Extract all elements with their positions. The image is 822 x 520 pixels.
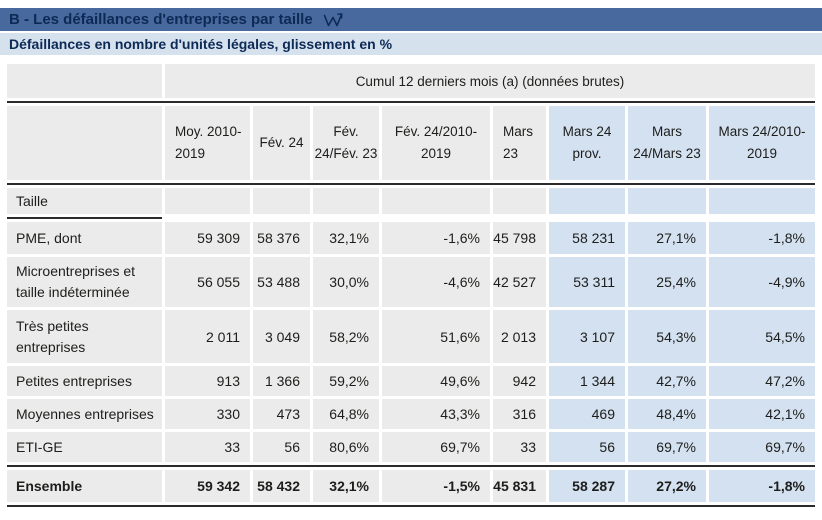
- title-bar: [0, 8, 822, 31]
- row-label: Petites entreprises: [7, 366, 162, 396]
- col-header-mars24-2010-2019: Mars 24/2010-2019: [709, 106, 815, 180]
- cell-fev24-fev23: 30,0%: [313, 257, 379, 307]
- cell-moy-2010-2019: 59 342: [165, 470, 250, 502]
- table-row: [7, 310, 815, 363]
- cell-mars24-mars23: 42,7%: [628, 366, 706, 396]
- cell-mars24-mars23: 54,3%: [628, 310, 706, 363]
- col-header-mars24-mars23: Mars 24/Mars 23: [628, 106, 706, 180]
- col-header-mars-23: Mars 23: [493, 106, 546, 180]
- cell-mars24-mars23: 25,4%: [628, 257, 706, 307]
- cell-moy-2010-2019: 913: [165, 366, 250, 396]
- cell-moy-2010-2019: 330: [165, 399, 250, 429]
- cell-mars24-mars23: 27,1%: [628, 222, 706, 254]
- cell-mars24-prov: 3 107: [549, 310, 625, 363]
- page-title: B - Les défaillances d'entreprises par taille: [9, 11, 313, 28]
- empty-cell: [493, 188, 546, 214]
- cell-fev24-fev23: 32,1%: [313, 470, 379, 502]
- divider-label-column: [7, 217, 162, 219]
- cell-fev-24: 58 432: [253, 470, 310, 502]
- table-row: [7, 366, 815, 396]
- cell-mars24-prov: 58 231: [549, 222, 625, 254]
- empty-cell: [313, 188, 379, 214]
- cell-moy-2010-2019: 56 055: [165, 257, 250, 307]
- cell-mars24-prov: 58 287: [549, 470, 625, 502]
- row-label: Moyennes entreprises: [7, 399, 162, 429]
- table-total-row: [7, 470, 815, 502]
- cell-fev24-fev23: 64,8%: [313, 399, 379, 429]
- cell-mars-23: 316: [493, 399, 546, 429]
- row-label: Microentreprises et taille indéterminée: [7, 257, 162, 307]
- col-header-fev-24: Fév. 24: [253, 106, 310, 180]
- cell-moy-2010-2019: 59 309: [165, 222, 250, 254]
- empty-cell: [253, 188, 310, 214]
- cell-fev24-2010-2019: 51,6%: [382, 310, 490, 363]
- cell-mars24-mars23: 69,7%: [628, 432, 706, 462]
- column-header-row: [7, 106, 815, 180]
- cell-mars24-2010-2019: 42,1%: [709, 399, 815, 429]
- defaillances-table: [0, 64, 822, 507]
- group-header-row: [7, 188, 815, 214]
- subtitle-bar: [0, 33, 822, 55]
- col-header-fev24-2010-2019: Fév. 24/2010-2019: [382, 106, 490, 180]
- empty-cell: [165, 188, 250, 214]
- col-header-moy-2010-2019: Moy. 2010-2019: [165, 106, 250, 180]
- cell-fev24-2010-2019: 69,7%: [382, 432, 490, 462]
- row-label: Très petites entreprises: [7, 310, 162, 363]
- webstat-series-icon[interactable]: [323, 12, 343, 28]
- divider: [7, 505, 815, 507]
- divider: [7, 101, 815, 103]
- cell-mars24-2010-2019: -4,9%: [709, 257, 815, 307]
- cell-mars24-2010-2019: 69,7%: [709, 432, 815, 462]
- cell-mars24-2010-2019: -1,8%: [709, 222, 815, 254]
- cell-fev24-fev23: 32,1%: [313, 222, 379, 254]
- cell-mars24-prov: 469: [549, 399, 625, 429]
- empty-cell: [628, 188, 706, 214]
- cell-fev24-2010-2019: -1,6%: [382, 222, 490, 254]
- cell-mars-23: 42 527: [493, 257, 546, 307]
- row-label: ETI-GE: [7, 432, 162, 462]
- table-row: [7, 222, 815, 254]
- cell-fev24-2010-2019: -1,5%: [382, 470, 490, 502]
- cell-fev-24: 53 488: [253, 257, 310, 307]
- cell-fev24-fev23: 58,2%: [313, 310, 379, 363]
- cell-mars24-prov: 56: [549, 432, 625, 462]
- cell-mars24-2010-2019: -1,8%: [709, 470, 815, 502]
- cell-mars24-2010-2019: 47,2%: [709, 366, 815, 396]
- divider: [7, 183, 815, 185]
- group-label: Taille: [7, 188, 162, 214]
- table-subtitle: Défaillances en nombre d'unités légales, glissement en %: [9, 36, 393, 52]
- cell-mars-23: 942: [493, 366, 546, 396]
- cell-moy-2010-2019: 33: [165, 432, 250, 462]
- cell-mars24-prov: 1 344: [549, 366, 625, 396]
- empty-cell: [709, 188, 815, 214]
- cell-fev24-2010-2019: -4,6%: [382, 257, 490, 307]
- table-row: [7, 399, 815, 429]
- cell-mars24-mars23: 48,4%: [628, 399, 706, 429]
- cell-fev24-fev23: 59,2%: [313, 366, 379, 396]
- cell-fev-24: 3 049: [253, 310, 310, 363]
- cell-mars24-2010-2019: 54,5%: [709, 310, 815, 363]
- col-header-fev24-fev23: Fév. 24/Fév. 23: [313, 106, 379, 180]
- cell-fev-24: 1 366: [253, 366, 310, 396]
- col-header-mars24-prov: Mars 24 prov.: [549, 106, 625, 180]
- cell-mars24-mars23: 27,2%: [628, 470, 706, 502]
- cell-mars-23: 45 798: [493, 222, 546, 254]
- cell-fev-24: 58 376: [253, 222, 310, 254]
- cell-fev24-fev23: 80,6%: [313, 432, 379, 462]
- cell-fev-24: 56: [253, 432, 310, 462]
- cell-mars24-prov: 53 311: [549, 257, 625, 307]
- divider: [7, 465, 815, 467]
- cell-moy-2010-2019: 2 011: [165, 310, 250, 363]
- cell-fev-24: 473: [253, 399, 310, 429]
- span-header-row: [7, 64, 815, 98]
- empty-cell: [382, 188, 490, 214]
- cell-fev24-2010-2019: 49,6%: [382, 366, 490, 396]
- table-row: [7, 432, 815, 462]
- cell-mars-23: 33: [493, 432, 546, 462]
- corner-cell: [7, 106, 162, 180]
- corner-cell: [7, 64, 162, 98]
- cell-mars-23: 2 013: [493, 310, 546, 363]
- empty-cell: [549, 188, 625, 214]
- row-label: PME, dont: [7, 222, 162, 254]
- row-label: Ensemble: [7, 470, 162, 502]
- span-header-cell: Cumul 12 derniers mois (a) (données brutes): [165, 64, 815, 98]
- table-row: [7, 257, 815, 307]
- cell-fev24-2010-2019: 43,3%: [382, 399, 490, 429]
- cell-mars-23: 45 831: [493, 470, 546, 502]
